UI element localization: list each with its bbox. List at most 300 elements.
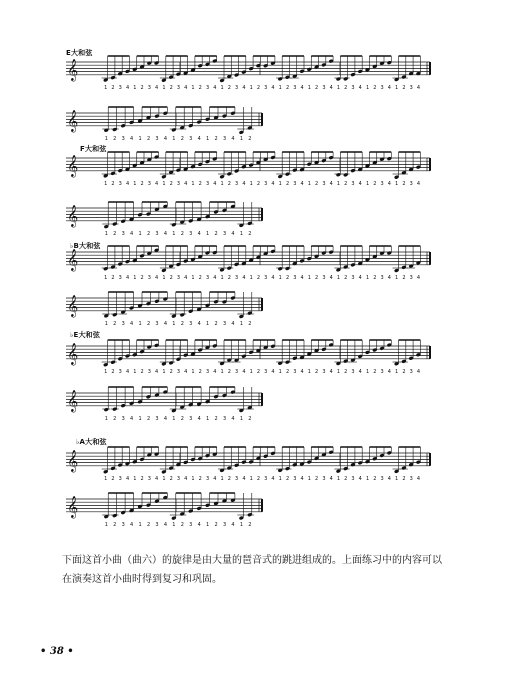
fingering: 3 (155, 416, 159, 422)
treble-clef-icon: 𝄞 (67, 59, 79, 81)
fingering: 3 (155, 522, 159, 528)
fingering: 1 (206, 321, 210, 327)
fingering: 2 (344, 85, 348, 91)
fingering: 1 (172, 136, 176, 142)
fingering: 2 (248, 522, 252, 528)
fingering: 3 (322, 369, 326, 375)
fingering: 1 (395, 476, 399, 482)
fingering: 4 (125, 181, 130, 187)
fingering: 1 (278, 369, 282, 375)
fingering: 1 (307, 476, 311, 482)
fingering: 4 (358, 85, 362, 91)
fingering: 3 (176, 275, 181, 281)
fingering: 3 (380, 181, 384, 187)
fingering: 1 (249, 369, 253, 375)
paragraph-line-2: 在演奏这首小曲时得到复习和巩固。 (62, 574, 222, 585)
fingering: 3 (155, 136, 159, 142)
fingering: 2 (169, 85, 173, 91)
fingering: 4 (197, 522, 201, 528)
fingering: 3 (409, 275, 413, 281)
fingering: 1 (206, 522, 210, 528)
fingering: 3 (118, 476, 122, 482)
fingering: 1 (220, 476, 224, 482)
fingering: 2 (111, 181, 115, 187)
fingering: 1 (365, 275, 370, 281)
fingering: 3 (293, 181, 297, 187)
fingering: 3 (235, 85, 239, 91)
fingering: 4 (197, 416, 201, 422)
fingering: 1 (365, 85, 370, 91)
fingering: 2 (113, 136, 117, 142)
fingering: 1 (133, 476, 137, 482)
fingering: 1 (307, 181, 311, 187)
fingering: 2 (344, 181, 348, 187)
fingering: 1 (133, 275, 137, 281)
treble-clef-icon: 𝄞 (67, 295, 79, 317)
fingering: 4 (358, 275, 362, 281)
fingering: 1 (104, 85, 108, 91)
fingering: 4 (184, 85, 188, 91)
fingering: 1 (206, 136, 210, 142)
fingering: 4 (197, 321, 201, 327)
fingering: 2 (180, 321, 184, 327)
fingering: 2 (227, 476, 231, 482)
fingering: 1 (220, 369, 224, 375)
fingering: 3 (380, 85, 384, 91)
fingering: 3 (118, 85, 122, 91)
fingering: 1 (162, 85, 166, 91)
fingering: 3 (293, 369, 297, 375)
fingering: 3 (205, 181, 210, 187)
fingering: 4 (231, 321, 235, 327)
fingering: 1 (172, 416, 176, 422)
fingering: 4 (242, 275, 246, 281)
fingering: 2 (248, 231, 252, 237)
fingering: 2 (180, 231, 184, 237)
fingering: 3 (118, 275, 122, 281)
fingering: 2 (198, 476, 202, 482)
fingering: 4 (329, 476, 333, 482)
fingering: 4 (271, 275, 275, 281)
fingering: 4 (387, 85, 391, 91)
fingering: 2 (140, 85, 144, 91)
fingering: 1 (138, 522, 142, 528)
fingering: 2 (285, 476, 290, 482)
fingering: 1 (104, 231, 108, 237)
fingering: 3 (235, 369, 239, 375)
fingering: 3 (189, 231, 193, 237)
fingering: 3 (176, 369, 181, 375)
fingering: 3 (322, 85, 326, 91)
fingering: 4 (184, 476, 188, 482)
fingering: 2 (198, 181, 202, 187)
fingering: 4 (387, 275, 391, 281)
fingering: 4 (271, 85, 275, 91)
fingering: 3 (189, 522, 193, 528)
fingering: 1 (249, 181, 253, 187)
fingering: 2 (315, 275, 319, 281)
paragraph (62, 551, 452, 589)
fingering: 2 (373, 85, 377, 91)
fingering: 1 (172, 321, 176, 327)
treble-clef-icon: 𝄞 (67, 450, 79, 472)
fingering: 4 (213, 181, 217, 187)
fingering: 1 (395, 275, 399, 281)
fingering: 4 (155, 275, 159, 281)
fingering: 3 (147, 181, 151, 187)
fingering: 1 (365, 476, 370, 482)
fingering: 1 (239, 231, 244, 237)
fingering: 1 (249, 85, 253, 91)
fingering: 2 (113, 416, 117, 422)
fingering: 1 (133, 85, 137, 91)
fingering: 3 (409, 476, 413, 482)
fingering: 1 (172, 231, 176, 237)
fingering: 2 (198, 275, 202, 281)
fingering: 3 (121, 416, 125, 422)
fingering: 4 (163, 136, 168, 142)
fingering: 1 (239, 416, 244, 422)
fingering: 3 (147, 85, 151, 91)
section-label-f-major: F大和弦 (80, 145, 107, 153)
fingering: 2 (111, 85, 115, 91)
fingering: 2 (214, 416, 218, 422)
fingering: 1 (191, 476, 195, 482)
fingering: 4 (155, 476, 159, 482)
fingering: 1 (239, 321, 244, 327)
fingering: 3 (235, 275, 239, 281)
fingering: 2 (373, 476, 377, 482)
fingering: 2 (169, 476, 173, 482)
fingering: 3 (264, 85, 268, 91)
fingering: 2 (140, 275, 144, 281)
fingering: 1 (206, 416, 210, 422)
fingering: 3 (121, 136, 125, 142)
fingering: 1 (138, 231, 142, 237)
treble-clef-icon: 𝄞 (67, 496, 79, 518)
fingering: 3 (222, 522, 227, 528)
fingering: 3 (222, 136, 227, 142)
fingering: 3 (351, 369, 355, 375)
fingering: 2 (146, 231, 151, 237)
fingering: 4 (242, 476, 246, 482)
fingering: 4 (130, 321, 134, 327)
fingering: 2 (315, 476, 319, 482)
fingering: 1 (220, 85, 224, 91)
fingering: 2 (146, 321, 151, 327)
fingering: 3 (235, 181, 239, 187)
fingering: 3 (264, 275, 268, 281)
fingering: 3 (293, 275, 297, 281)
fingering: 2 (256, 181, 261, 187)
fingering: 1 (104, 476, 108, 482)
fingering: 3 (264, 181, 268, 187)
fingering: 4 (163, 231, 168, 237)
fingering: 1 (239, 136, 244, 142)
fingering: 2 (256, 476, 261, 482)
fingering: 1 (249, 275, 253, 281)
fingering: 4 (242, 85, 246, 91)
fingering: 4 (329, 275, 333, 281)
fingering: 1 (307, 275, 311, 281)
fingering: 2 (256, 369, 261, 375)
fingering: 4 (416, 181, 421, 187)
fingering: 2 (214, 522, 218, 528)
fingering: 2 (111, 369, 115, 375)
fingering: 4 (271, 181, 275, 187)
fingering: 2 (344, 476, 348, 482)
fingering: 1 (365, 369, 370, 375)
fingering: 2 (402, 85, 406, 91)
fingering: 3 (121, 231, 125, 237)
fingering: 4 (300, 476, 304, 482)
fingering: 1 (395, 369, 399, 375)
fingering: 3 (222, 231, 227, 237)
fingering: 2 (256, 275, 261, 281)
fingering: 3 (118, 369, 122, 375)
fingering: 3 (205, 275, 210, 281)
fingering: 4 (184, 181, 188, 187)
fingering: 2 (227, 181, 231, 187)
fingering: 3 (121, 522, 125, 528)
fingering: 3 (121, 321, 125, 327)
fingering: 4 (155, 181, 159, 187)
fingering: 3 (380, 275, 384, 281)
fingering: 1 (138, 321, 142, 327)
fingering: 4 (213, 85, 217, 91)
fingering: 2 (169, 181, 173, 187)
fingering: 1 (104, 181, 108, 187)
fingering: 4 (231, 416, 235, 422)
fingering: 4 (300, 275, 304, 281)
fingering: 2 (373, 275, 377, 281)
fingering: 2 (402, 275, 406, 281)
fingering: 1 (172, 522, 176, 528)
fingering: 3 (205, 85, 210, 91)
fingering: 1 (206, 231, 210, 237)
fingering: 1 (220, 275, 224, 281)
fingering: 3 (189, 416, 193, 422)
fingering: 1 (138, 136, 142, 142)
fingering: 3 (409, 369, 413, 375)
fingering: 4 (125, 85, 130, 91)
fingering: 1 (162, 181, 166, 187)
fingering: 2 (146, 416, 151, 422)
fingering: 3 (155, 231, 159, 237)
fingering: 4 (155, 369, 159, 375)
fingering: 2 (140, 476, 144, 482)
fingering: 1 (336, 476, 341, 482)
fingering: 2 (227, 369, 231, 375)
fingering: 2 (285, 369, 290, 375)
fingering: 1 (133, 181, 137, 187)
fingering: 2 (248, 416, 252, 422)
fingering: 1 (191, 85, 195, 91)
fingering: 4 (125, 369, 130, 375)
fingering: 3 (205, 476, 210, 482)
treble-clef-icon: 𝄞 (67, 249, 79, 271)
fingering: 4 (231, 522, 235, 528)
fingering: 2 (285, 275, 290, 281)
fingering: 4 (416, 369, 421, 375)
fingering: 1 (278, 85, 282, 91)
fingering: 1 (336, 181, 341, 187)
fingering: 4 (197, 231, 201, 237)
fingering: 2 (402, 476, 406, 482)
fingering: 2 (169, 275, 173, 281)
fingering: 2 (402, 181, 406, 187)
fingering: 3 (176, 476, 181, 482)
fingering: 2 (214, 136, 218, 142)
fingering: 1 (162, 369, 166, 375)
fingering: 4 (358, 476, 362, 482)
fingering: 4 (163, 522, 168, 528)
fingering: 4 (271, 476, 275, 482)
fingering: 1 (395, 85, 399, 91)
fingering: 1 (395, 181, 399, 187)
fingering: 4 (184, 275, 188, 281)
fingering: 2 (248, 321, 252, 327)
treble-clef-icon: 𝄞 (67, 155, 79, 177)
fingering: 4 (130, 136, 134, 142)
fingering: 2 (214, 231, 218, 237)
fingering: 1 (191, 369, 195, 375)
fingering: 4 (416, 85, 421, 91)
fingering: 4 (387, 181, 391, 187)
section-label-eflat-major: ♭E大和弦 (70, 331, 101, 339)
fingering: 3 (189, 136, 193, 142)
fingering: 3 (222, 416, 227, 422)
section-label-bflat-major: ♭B大和弦 (70, 242, 101, 250)
paragraph-line-1: 下面这首小曲（曲六）的旋律是由大量的琶音式的跳进组成的。上面练习中的内容可以 (62, 555, 442, 566)
fingering: 3 (351, 85, 355, 91)
fingering: 1 (239, 522, 244, 528)
fingering: 3 (264, 369, 268, 375)
fingering: 4 (213, 369, 217, 375)
fingering: 3 (293, 476, 297, 482)
fingering: 1 (307, 369, 311, 375)
treble-clef-icon: 𝄞 (67, 110, 79, 132)
fingering: 1 (162, 476, 166, 482)
fingering: 2 (169, 369, 173, 375)
fingering: 2 (113, 321, 117, 327)
fingering: 2 (140, 369, 144, 375)
fingering: 1 (365, 181, 370, 187)
fingering: 3 (409, 85, 413, 91)
treble-clef-icon: 𝄞 (67, 205, 79, 227)
fingering: 2 (373, 181, 377, 187)
fingering: 2 (227, 85, 231, 91)
fingering: 4 (300, 181, 304, 187)
fingering: 2 (111, 476, 115, 482)
fingering: 1 (307, 85, 311, 91)
fingering: 3 (147, 369, 151, 375)
fingering: 4 (197, 136, 201, 142)
fingering: 2 (180, 136, 184, 142)
fingering: 4 (387, 369, 391, 375)
fingering: 1 (138, 416, 142, 422)
fingering: 1 (336, 85, 341, 91)
fingering: 2 (140, 181, 144, 187)
fingering: 3 (380, 476, 384, 482)
fingering: 4 (155, 85, 159, 91)
fingering: 2 (180, 522, 184, 528)
fingering: 2 (248, 136, 252, 142)
fingering: 3 (235, 476, 239, 482)
fingering: 1 (220, 181, 224, 187)
treble-clef-icon: 𝄞 (67, 343, 79, 365)
fingering: 2 (315, 181, 319, 187)
fingering: 2 (315, 85, 319, 91)
fingering: 3 (189, 321, 193, 327)
fingering: 2 (344, 275, 348, 281)
fingering: 4 (130, 231, 134, 237)
fingering: 4 (213, 476, 217, 482)
fingering: 4 (242, 181, 246, 187)
fingering: 3 (322, 476, 326, 482)
fingering: 4 (213, 275, 217, 281)
fingering: 4 (416, 476, 421, 482)
page-number: • 38 • (40, 646, 74, 657)
fingering: 1 (104, 522, 108, 528)
fingering: 1 (104, 275, 108, 281)
fingering: 3 (155, 321, 159, 327)
fingering: 1 (278, 181, 282, 187)
fingering: 2 (373, 369, 377, 375)
fingering: 4 (387, 476, 391, 482)
fingering: 2 (113, 231, 117, 237)
fingering: 3 (205, 369, 210, 375)
fingering: 3 (322, 275, 326, 281)
fingering: 2 (285, 181, 290, 187)
fingering: 4 (130, 522, 134, 528)
fingering: 2 (113, 522, 117, 528)
fingering: 1 (104, 369, 108, 375)
fingering: 4 (358, 369, 362, 375)
treble-clef-icon: 𝄞 (67, 390, 79, 412)
fingering: 4 (163, 416, 168, 422)
fingering: 4 (300, 85, 304, 91)
fingering: 4 (358, 181, 362, 187)
fingering: 4 (329, 85, 333, 91)
fingering: 3 (380, 369, 384, 375)
fingering: 2 (198, 85, 202, 91)
fingering: 3 (293, 85, 297, 91)
fingering: 1 (133, 369, 137, 375)
fingering: 4 (125, 275, 130, 281)
fingering: 4 (329, 181, 333, 187)
fingering: 4 (300, 369, 304, 375)
fingering: 3 (147, 275, 151, 281)
fingering: 2 (146, 136, 151, 142)
fingering: 1 (278, 275, 282, 281)
fingering: 4 (231, 231, 235, 237)
fingering: 3 (322, 181, 326, 187)
fingering: 1 (191, 181, 195, 187)
fingering: 1 (104, 321, 108, 327)
fingering: 3 (147, 476, 151, 482)
fingering: 2 (285, 85, 290, 91)
fingering: 4 (163, 321, 168, 327)
fingering: 4 (125, 476, 130, 482)
fingering: 1 (336, 369, 341, 375)
fingering: 4 (271, 369, 275, 375)
fingering: 4 (184, 369, 188, 375)
fingering: 1 (162, 275, 166, 281)
fingering: 2 (315, 369, 319, 375)
fingering: 3 (118, 181, 122, 187)
fingering: 3 (351, 181, 355, 187)
